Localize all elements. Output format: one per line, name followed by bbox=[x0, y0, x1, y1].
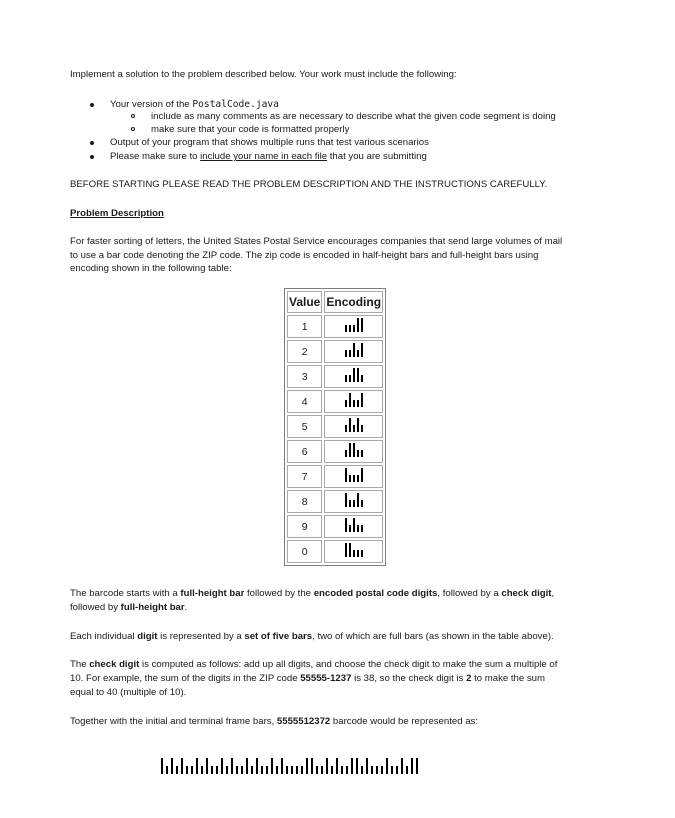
full-bar bbox=[336, 758, 338, 774]
cell-encoding bbox=[324, 440, 383, 463]
half-bar bbox=[296, 766, 298, 774]
para-2 bbox=[70, 630, 554, 644]
full-bar bbox=[361, 468, 363, 482]
name-link[interactable]: include your name in each file bbox=[200, 151, 328, 162]
half-bar bbox=[345, 325, 347, 332]
full-bar bbox=[357, 368, 359, 382]
half-bar bbox=[201, 766, 203, 774]
full-bar bbox=[326, 758, 328, 774]
full-bar bbox=[411, 758, 413, 774]
full-bar bbox=[361, 318, 363, 332]
sub-bullet-format: make sure that your code is formatted properly bbox=[151, 124, 350, 135]
half-bar bbox=[345, 375, 347, 382]
full-bar bbox=[246, 758, 248, 774]
full-bar bbox=[349, 418, 351, 432]
half-bar bbox=[361, 766, 363, 774]
half-bar bbox=[349, 325, 351, 332]
half-bar bbox=[316, 766, 318, 774]
para-4 bbox=[70, 715, 478, 729]
version-prefix: Your version of the bbox=[110, 99, 193, 110]
half-bar bbox=[349, 500, 351, 507]
half-bar bbox=[357, 550, 359, 557]
bullet-dot bbox=[90, 103, 94, 107]
para-1-line-2 bbox=[70, 601, 187, 615]
encoding-bars bbox=[345, 543, 363, 557]
para-1-line-1 bbox=[70, 587, 554, 601]
half-bar bbox=[376, 766, 378, 774]
version-file: PostalCode.java bbox=[192, 99, 279, 110]
sub-bullet-ring bbox=[131, 114, 135, 118]
full-bar bbox=[345, 543, 347, 557]
para-3-line-1 bbox=[70, 658, 557, 672]
full-bar bbox=[357, 318, 359, 332]
bullet-output: Output of your program that shows multiple runs that test various scenarios bbox=[110, 137, 429, 148]
full-bar bbox=[356, 758, 358, 774]
p3-h: to make the sum bbox=[471, 673, 546, 684]
section-title: Problem Description bbox=[70, 208, 164, 219]
table-row bbox=[287, 540, 383, 563]
header-encoding: Encoding bbox=[324, 291, 383, 313]
full-bar bbox=[361, 343, 363, 357]
full-bar bbox=[416, 758, 418, 774]
encoding-bars bbox=[345, 468, 363, 482]
postal-barcode bbox=[161, 758, 418, 774]
half-bar bbox=[321, 766, 323, 774]
half-bar bbox=[353, 400, 355, 407]
full-bar bbox=[311, 758, 313, 774]
encoding-bars bbox=[345, 518, 363, 532]
cell-encoding bbox=[324, 515, 383, 538]
p1-i: full-height bar bbox=[120, 602, 185, 613]
p1-c: followed by the bbox=[244, 588, 314, 599]
full-bar bbox=[401, 758, 403, 774]
half-bar bbox=[301, 766, 303, 774]
cell-encoding bbox=[324, 465, 383, 488]
p4-a: Together with the initial and terminal frame bars, bbox=[70, 716, 277, 727]
table-row bbox=[287, 515, 383, 538]
encoding-bars bbox=[345, 343, 363, 357]
full-bar bbox=[171, 758, 173, 774]
cell-value: 2 bbox=[287, 340, 322, 363]
full-bar bbox=[357, 418, 359, 432]
warning-text: BEFORE STARTING PLEASE READ THE PROBLEM DESCRIPTION AND THE INSTRUCTIONS CAREFULLY. bbox=[70, 179, 548, 190]
p4-c: barcode would be represented as: bbox=[330, 716, 478, 727]
half-bar bbox=[261, 766, 263, 774]
p3-a: The bbox=[70, 659, 90, 670]
name-prefix: Please make sure to bbox=[110, 151, 201, 162]
full-bar bbox=[206, 758, 208, 774]
cell-encoding bbox=[324, 365, 383, 388]
half-bar bbox=[226, 766, 228, 774]
p1-a: The barcode starts with a bbox=[70, 588, 181, 599]
full-bar bbox=[349, 543, 351, 557]
half-bar bbox=[357, 400, 359, 407]
full-bar bbox=[345, 493, 347, 507]
p2-a: Each individual bbox=[70, 631, 138, 642]
p1-h: followed by bbox=[70, 602, 121, 613]
bullet-name bbox=[110, 150, 427, 164]
p2-b: digit bbox=[137, 631, 158, 642]
p3-d: 10. For example, the sum of the digits in the ZIP code bbox=[70, 673, 301, 684]
full-bar bbox=[366, 758, 368, 774]
table-row bbox=[287, 415, 383, 438]
table-row bbox=[287, 340, 383, 363]
half-bar bbox=[371, 766, 373, 774]
encoding-bars bbox=[345, 318, 363, 332]
table-row bbox=[287, 465, 383, 488]
cell-encoding bbox=[324, 315, 383, 338]
table-body bbox=[287, 315, 383, 563]
half-bar bbox=[346, 766, 348, 774]
half-bar bbox=[391, 766, 393, 774]
table-row bbox=[287, 390, 383, 413]
full-bar bbox=[306, 758, 308, 774]
cell-value: 4 bbox=[287, 390, 322, 413]
description-line-3: encoding shown in the following table: bbox=[70, 263, 232, 274]
sub-bullet-ring bbox=[131, 127, 135, 131]
full-bar bbox=[353, 343, 355, 357]
cell-encoding bbox=[324, 390, 383, 413]
half-bar bbox=[345, 450, 347, 457]
full-bar bbox=[181, 758, 183, 774]
p1-d: encoded postal code digits bbox=[313, 588, 438, 599]
full-bar bbox=[361, 393, 363, 407]
half-bar bbox=[357, 450, 359, 457]
p3-c: is computed as follows: add up all digits, and choose the check digit to make the sum a multiple of bbox=[139, 659, 558, 670]
half-bar bbox=[349, 475, 351, 482]
full-bar bbox=[271, 758, 273, 774]
half-bar bbox=[236, 766, 238, 774]
full-bar bbox=[349, 443, 351, 457]
half-bar bbox=[349, 525, 351, 532]
half-bar bbox=[241, 766, 243, 774]
half-bar bbox=[251, 766, 253, 774]
full-bar bbox=[256, 758, 258, 774]
half-bar bbox=[357, 350, 359, 357]
full-bar bbox=[281, 758, 283, 774]
p1-b: full-height bar bbox=[180, 588, 245, 599]
p2-e: , two of which are full bars (as shown in the table above). bbox=[312, 631, 554, 642]
full-bar bbox=[196, 758, 198, 774]
half-bar bbox=[276, 766, 278, 774]
full-bar bbox=[231, 758, 233, 774]
full-bar bbox=[351, 758, 353, 774]
half-bar bbox=[349, 350, 351, 357]
full-bar bbox=[357, 493, 359, 507]
half-bar bbox=[406, 766, 408, 774]
encoding-bars bbox=[345, 368, 363, 382]
sub-bullet-comments: include as many comments as are necessary to describe what the given code segment is doing bbox=[151, 111, 556, 122]
half-bar bbox=[211, 766, 213, 774]
table-row bbox=[287, 490, 383, 513]
encoding-bars bbox=[345, 443, 363, 457]
full-bar bbox=[386, 758, 388, 774]
encoding-bars bbox=[345, 418, 363, 432]
half-bar bbox=[361, 375, 363, 382]
p3-b: check digit bbox=[89, 659, 140, 670]
full-bar bbox=[349, 393, 351, 407]
half-bar bbox=[166, 766, 168, 774]
full-bar bbox=[161, 758, 163, 774]
half-bar bbox=[357, 525, 359, 532]
p3-g: 2 bbox=[466, 673, 472, 684]
half-bar bbox=[361, 450, 363, 457]
name-suffix: that you are submitting bbox=[327, 151, 427, 162]
table-row bbox=[287, 440, 383, 463]
header-value: Value bbox=[287, 291, 322, 313]
p1-g: , bbox=[551, 588, 555, 599]
full-bar bbox=[345, 468, 347, 482]
encoding-bars bbox=[345, 393, 363, 407]
p1-f: check digit bbox=[501, 588, 552, 599]
half-bar bbox=[216, 766, 218, 774]
cell-value: 7 bbox=[287, 465, 322, 488]
half-bar bbox=[345, 425, 347, 432]
half-bar bbox=[349, 375, 351, 382]
para-3-line-3: equal to 40 (multiple of 10). bbox=[70, 687, 187, 698]
p2-d: set of five bars bbox=[244, 631, 313, 642]
encoding-table bbox=[284, 288, 386, 566]
p1-e: , followed by a bbox=[437, 588, 502, 599]
p3-e: 55555-1237 bbox=[300, 673, 352, 684]
half-bar bbox=[357, 475, 359, 482]
cell-value: 0 bbox=[287, 540, 322, 563]
encoding-bars bbox=[345, 493, 363, 507]
cell-encoding bbox=[324, 415, 383, 438]
half-bar bbox=[176, 766, 178, 774]
half-bar bbox=[331, 766, 333, 774]
bullet-dot bbox=[90, 155, 94, 159]
para-3-line-2 bbox=[70, 672, 545, 686]
half-bar bbox=[186, 766, 188, 774]
cell-encoding bbox=[324, 540, 383, 563]
half-bar bbox=[381, 766, 383, 774]
cell-value: 3 bbox=[287, 365, 322, 388]
half-bar bbox=[353, 475, 355, 482]
table-header-row bbox=[287, 291, 383, 313]
half-bar bbox=[353, 425, 355, 432]
full-bar bbox=[353, 443, 355, 457]
table-row bbox=[287, 365, 383, 388]
half-bar bbox=[353, 550, 355, 557]
cell-value: 8 bbox=[287, 490, 322, 513]
table-row bbox=[287, 315, 383, 338]
p4-b: 5555512372 bbox=[276, 716, 331, 727]
bullet-dot bbox=[90, 141, 94, 145]
half-bar bbox=[353, 325, 355, 332]
p2-c: is represented by a bbox=[157, 631, 245, 642]
half-bar bbox=[361, 500, 363, 507]
cell-encoding bbox=[324, 490, 383, 513]
full-bar bbox=[221, 758, 223, 774]
half-bar bbox=[291, 766, 293, 774]
description-line-2: to use a bar code denoting the ZIP code. The zip code is encoded in half-height bars and full-height bars using bbox=[70, 250, 539, 261]
half-bar bbox=[341, 766, 343, 774]
half-bar bbox=[361, 550, 363, 557]
full-bar bbox=[353, 368, 355, 382]
cell-value: 1 bbox=[287, 315, 322, 338]
half-bar bbox=[361, 525, 363, 532]
cell-encoding bbox=[324, 340, 383, 363]
cell-value: 5 bbox=[287, 415, 322, 438]
half-bar bbox=[266, 766, 268, 774]
full-bar bbox=[345, 518, 347, 532]
half-bar bbox=[353, 500, 355, 507]
intro-text: Implement a solution to the problem described below. Your work must include the following: bbox=[70, 69, 457, 80]
half-bar bbox=[345, 400, 347, 407]
half-bar bbox=[396, 766, 398, 774]
half-bar bbox=[345, 350, 347, 357]
half-bar bbox=[361, 425, 363, 432]
cell-value: 6 bbox=[287, 440, 322, 463]
description-line-1: For faster sorting of letters, the United States Postal Service encourages companies that send large volumes of mail bbox=[70, 236, 563, 247]
p1-j: . bbox=[184, 602, 188, 613]
full-bar bbox=[353, 518, 355, 532]
half-bar bbox=[191, 766, 193, 774]
p3-f: is 38, so the check digit is bbox=[351, 673, 467, 684]
cell-value: 9 bbox=[287, 515, 322, 538]
half-bar bbox=[286, 766, 288, 774]
